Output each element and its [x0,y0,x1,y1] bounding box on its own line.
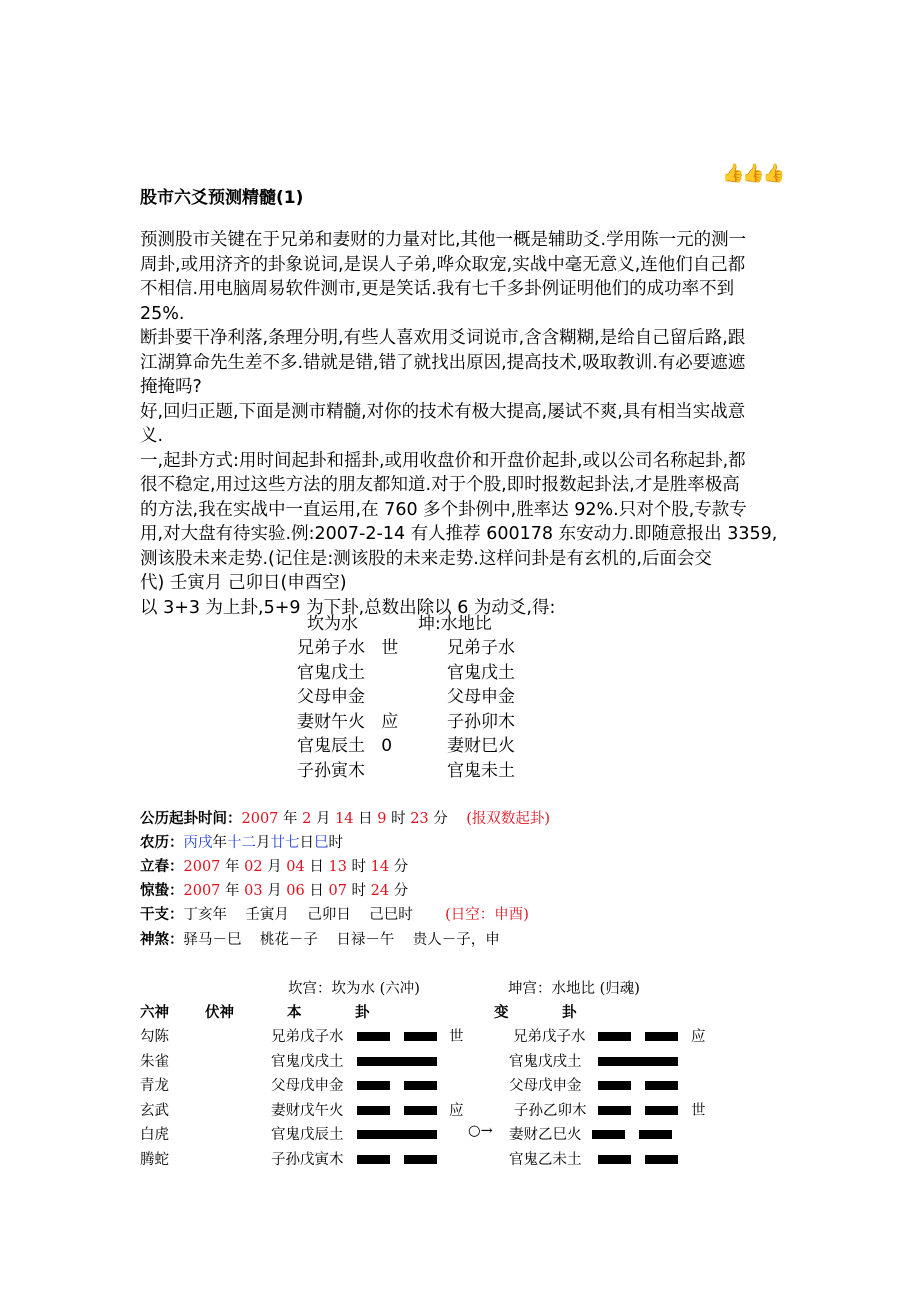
ben-gua-line-label: 父母戊申金 [271,1078,344,1094]
hex-line: 官鬼未土 [447,760,515,781]
unit: 年 [225,859,240,875]
simple-hex-right-lines [447,636,515,783]
unit: 时 [351,859,367,875]
hex-line: 妻财巳火 [447,736,515,756]
paragraph-line: 江湖算命先生差不多.错就是错,错了就找出原因,提高技术,吸取教训.有必要遮遮 [140,352,746,373]
unit: 日 [358,811,373,827]
paragraph-line: 一,起卦方式:用时间起卦和摇卦,或用收盘价和开盘价起卦,或以公司名称起卦,都 [140,450,746,471]
hex-line: 父母申金 [447,687,515,707]
value: 24 [370,883,390,899]
paragraph-line: 断卦要干净利落,条理分明,有些人喜欢用爻词说市,含含糊糊,是给自己留后路,跟 [140,328,746,348]
paragraph-line: 不相信.用电脑周易软件测市,更是笑话.我有七千多卦例证明他们的成功率不到 [140,279,735,299]
bian-gua-line-label: 官鬼乙未土 [509,1151,582,1168]
yin-segment [357,1032,390,1041]
gongli-note: (报双数起卦) [466,811,551,827]
jingzhe-label: 惊蛰： [140,883,184,899]
bian-gua-line-label: 妻财乙巳火 [509,1127,582,1143]
unit: 年 [212,835,227,851]
yin-segment [404,1106,437,1115]
yin-segment [404,1032,437,1041]
ganzhi-value: 丁亥年 壬寅月 己卯日 己巳时 [183,907,413,923]
hex-line: 妻财午火 应 [297,711,399,732]
thumbs-up-icon-group: 👍👍👍 [722,163,784,184]
yang-segment [357,1057,437,1066]
value: 07 [328,883,347,899]
paragraph-line: 代) 壬寅月 己卯日(申酉空) [140,573,347,593]
jingzhe-row [140,879,408,900]
ben-gua-yao [357,1032,437,1041]
header-bian: 变 [494,1005,509,1021]
unit: 月 [267,859,282,875]
liushen-label: 青龙 [140,1078,169,1094]
header-liushen: 六神 [140,1005,169,1021]
header-fushen: 伏神 [205,1005,234,1021]
value: 14 [335,811,354,827]
unit: 分 [393,883,409,899]
yin-segment [645,1106,678,1115]
paragraph-line: 以 3+3 为上卦,5+9 为下卦,总数出除以 6 为动爻,得: [140,597,556,618]
value: 2007 [183,883,221,899]
value: 06 [286,883,305,899]
hex-line: 父母申金 [297,687,365,707]
paragraph-line: 测该股未来走势.(记住是:测该股的未来走势.这样问卦是有玄机的,后面会交 [140,548,712,569]
value: 13 [328,859,347,875]
hex-line: 子孙寅木 [297,760,365,781]
liushen-label: 玄武 [140,1102,169,1119]
simple-hex-left-lines [297,636,398,783]
yin-segment [404,1155,437,1164]
yin-segment [357,1106,390,1115]
ben-gua-line-label: 兄弟戊子水 [271,1029,344,1045]
header-ben: 本 [287,1005,302,1021]
ben-palace: 坎宫：坎为水 (六冲) [288,981,420,997]
paragraph-line: 义. [140,426,164,446]
value: 2007 [241,811,279,827]
hex-line: 官鬼戊土 [297,662,365,683]
unit: 时 [328,835,343,851]
unit: 分 [393,859,409,875]
unit: 日 [309,883,324,899]
yang-segment [357,1130,437,1139]
ben-gua-yao [357,1106,437,1115]
yin-segment [645,1081,678,1090]
yin-segment [592,1130,625,1139]
unit: 分 [433,811,448,827]
value: 03 [244,883,263,899]
yin-segment [598,1081,631,1090]
paragraph-line: 周卦,或用济齐的卦象说词,是误人子弟,哗众取宠,实战中毫无意义,连他们自己都 [140,254,746,275]
hex-line: 兄弟子水 世 [297,638,399,658]
hex-line: 兄弟子水 [447,638,515,658]
nongli-label: 农历： [140,835,184,851]
paragraph-line: 的方法,我在实战中一直运用,在 760 多个卦例中,胜率达 92%.只对个股,专款专 [140,499,747,520]
shensha-label: 神煞： [140,932,184,948]
hex-line: 官鬼戊土 [447,662,515,683]
shi-ying-mark: 应 [691,1029,706,1045]
ben-gua-line-label: 官鬼戊辰土 [271,1127,344,1143]
header-gua: 卦 [562,1005,577,1021]
yin-segment [357,1155,390,1164]
simple-hex-right-title-box [418,612,492,637]
value: 14 [370,859,390,875]
bian-gua-yao [598,1155,678,1164]
unit: 时 [391,811,406,827]
unit: 月 [256,835,271,851]
bian-gua-line-label: 父母戊申金 [509,1078,582,1094]
unit: 年 [283,811,298,827]
header-gua: 卦 [355,1005,370,1021]
paragraph-line: 掩掩吗? [140,377,202,397]
lichun-label: 立春： [140,859,184,875]
yin-segment [357,1081,390,1090]
yin-segment [404,1081,437,1090]
shi-ying-mark: 世 [691,1102,706,1119]
unit: 月 [315,811,331,827]
article-body [140,228,790,620]
paragraph-line: 好,回归正题,下面是测市精髓,对你的技术有极大提高,屡试不爽,具有相当实战意 [140,401,746,422]
ben-gua-line-label: 官鬼戊戌土 [271,1053,344,1070]
value: 2 [302,811,312,827]
unit: 时 [351,883,367,899]
value: 2007 [183,859,221,875]
unit: 日 [299,835,314,851]
nongli-row [140,831,343,852]
bian-gua-line-label: 兄弟戊子水 [513,1029,586,1045]
value: 9 [377,811,387,827]
ben-gua-line-label: 妻财戊午火 [271,1102,344,1119]
ben-gua-yao [357,1130,437,1139]
kong-value: (日空：申酉) [445,907,529,923]
shensha-row [140,928,500,949]
yin-segment [639,1130,672,1139]
value: 十二 [227,835,256,851]
bian-palace: 坤宫：水地比 (归魂) [508,981,640,997]
lichun-row [140,855,408,876]
hex-right-title: 坤:水地比 [418,614,492,634]
moving-line-mark: ○→ [468,1123,493,1139]
shi-ying-mark: 应 [449,1102,464,1119]
hex-line: 官鬼辰土 0 [297,736,393,756]
yin-segment [645,1155,678,1164]
yin-segment [598,1155,631,1164]
paragraph-line: 25%. [140,303,185,324]
liushen-label: 勾陈 [140,1029,169,1045]
bian-gua-yao [598,1032,678,1041]
ganzhi-row [140,903,529,924]
shensha-value: 驿马－巳 桃花－子 日禄－午 贵人－子，申 [183,932,500,948]
paragraph-line: 很不稳定,用过这些方法的朋友都知道.对于个股,即时报数起卦法,才是胜率极高 [140,475,740,495]
yin-segment [598,1032,631,1041]
value: 巳 [314,835,329,851]
simple-hex-left [307,612,358,637]
yang-segment [598,1057,678,1066]
ben-gua-line-label: 子孙戊寅木 [271,1151,344,1168]
unit: 年 [225,883,240,899]
bian-gua-yao [592,1130,672,1139]
value: 04 [286,859,305,875]
article-title: 股市六爻预测精髓(1) [140,188,304,208]
ganzhi-label: 干支： [140,907,184,923]
value: 廿七 [270,835,300,851]
gongli-label: 公历起卦时间： [140,811,242,827]
yin-segment [598,1106,631,1115]
paragraph-line: 预测股市关键在于兄弟和妻财的力量对比,其他一概是辅助爻.学用陈一元的测一 [140,230,747,250]
bian-gua-line-label: 官鬼戊戌土 [509,1053,582,1070]
liushen-label: 腾蛇 [140,1151,169,1168]
gongli-row [140,807,550,828]
value: 23 [410,811,429,827]
value: 丙戌 [183,835,213,851]
hex-line: 子孙卯木 [447,711,515,732]
unit: 月 [267,883,282,899]
hex-left-title: 坎为水 [307,614,358,634]
bian-gua-yao [598,1057,678,1066]
unit: 日 [309,859,324,875]
yin-segment [645,1032,678,1041]
bian-gua-yao [598,1106,678,1115]
liushen-label: 朱雀 [140,1053,169,1070]
value: 02 [244,859,263,875]
ben-gua-yao [357,1155,437,1164]
ben-gua-yao [357,1081,437,1090]
liushen-label: 白虎 [140,1127,169,1143]
bian-gua-yao [598,1081,678,1090]
bian-gua-line-label: 子孙乙卯木 [514,1102,587,1119]
ben-gua-yao [357,1057,437,1066]
paragraph-line: 用,对大盘有待实验.例:2007-2-14 有人推荐 600178 东安动力.即随意报出 3359, [140,524,778,544]
shi-ying-mark: 世 [449,1029,464,1045]
